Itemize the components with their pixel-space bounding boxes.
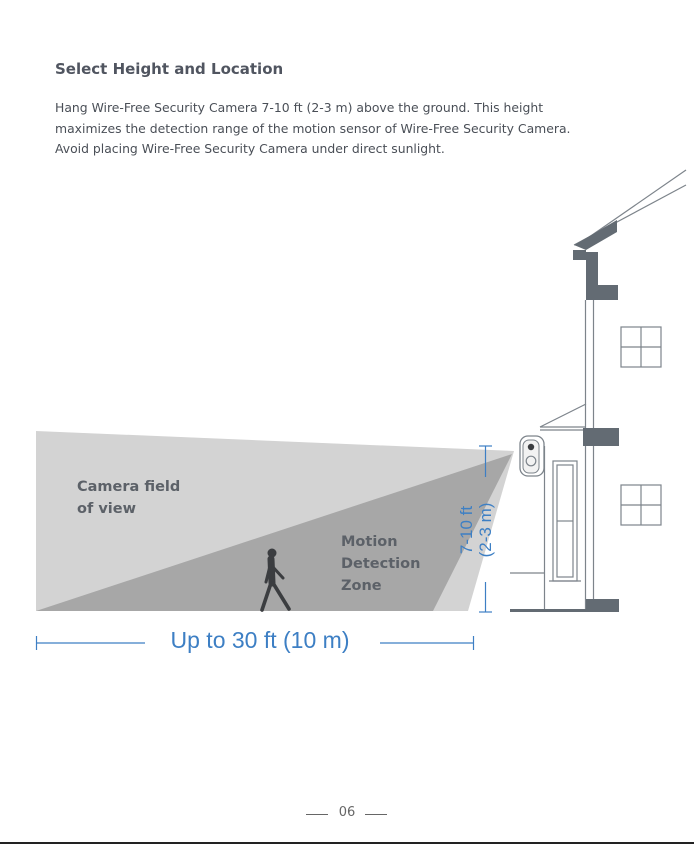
door — [549, 461, 581, 581]
height-label: 7-10 ft — [457, 505, 476, 555]
field-of-view-label: of view — [77, 501, 136, 517]
range-label: Up to 30 ft (10 m) — [170, 627, 350, 653]
paragraph-line: Hang Wire-Free Security Camera 7-10 ft (2-3 m) above the ground. This height — [55, 100, 544, 115]
footer-dash-right — [365, 814, 387, 815]
page-footer — [0, 803, 694, 825]
field-of-view-label: Camera field — [77, 479, 181, 495]
paragraph-line: maximizes the detection range of the motion sensor of Wire-Free Security Camera. — [55, 120, 571, 136]
security-camera-icon — [520, 436, 544, 476]
motion-zone-label: Motion — [341, 534, 398, 550]
motion-zone-label: Zone — [341, 578, 382, 594]
page-number: 06 — [338, 805, 356, 820]
page-title: Select Height and Location — [55, 60, 284, 78]
paragraph-line: Avoid placing Wire-Free Security Camera under direct sunlight. — [55, 141, 445, 156]
height-label-metric: (2-3 m) — [476, 502, 495, 558]
window-upper — [621, 327, 661, 367]
window-lower — [621, 485, 661, 525]
motion-zone-label: Detection — [341, 556, 421, 572]
bottom-border — [0, 842, 694, 844]
house-illustration — [510, 170, 686, 612]
porch-roof — [540, 404, 619, 446]
